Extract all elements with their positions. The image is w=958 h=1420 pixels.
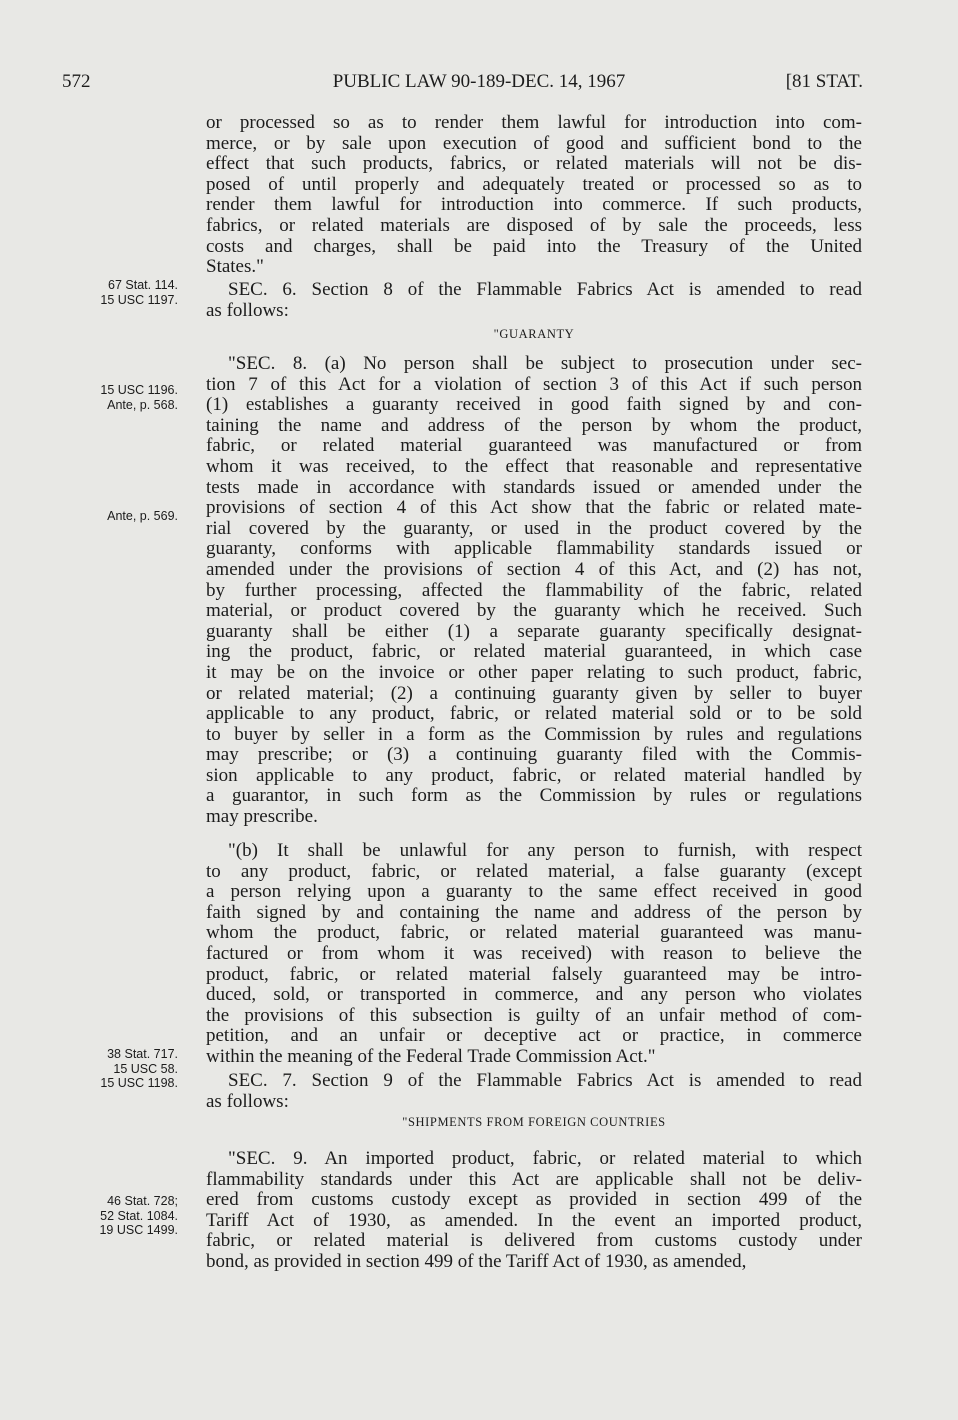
text-line: "(b) It shall be unlawful for any person to furnish, with respect	[228, 841, 862, 861]
section-caption-shipments: "SHIPMENTS FROM FOREIGN COUNTRIES	[402, 1115, 666, 1129]
text-line: or related material; (2) a continuing guaranty given by seller to buyer	[206, 683, 862, 704]
text-line: fabrics, or related materials are disposed of by sale the proceeds, less	[206, 215, 862, 236]
margin-note-line: Ante, p. 569.	[107, 509, 178, 523]
text-line: or processed so as to render them lawful for introduction into com-	[206, 113, 862, 133]
text-line: material, or product covered by the guaranty which he received. Such	[206, 601, 862, 622]
margin-note-line: 15 USC 1196.	[100, 383, 178, 397]
paragraph-sec-9	[206, 1149, 862, 1273]
text-line: posed of until properly and adequately treated or processed so as to	[206, 174, 862, 195]
text-line: tests made in accordance with standards issued or amended under the	[206, 477, 862, 498]
text-line: merce, or by sale upon execution of good and sufficient bond to the	[206, 133, 862, 154]
text-line: States."	[206, 257, 264, 278]
paragraph-continuation	[206, 113, 862, 278]
text-line: by further processing, affected the flammability of the fabric, related	[206, 580, 862, 601]
text-line: fabric, or related material is delivered from customs custody under	[206, 1231, 862, 1252]
text-line: it may be on the invoice or other paper relating to such product, fabric,	[206, 662, 862, 683]
text-line: bond, as provided in section 499 of the Tariff Act of 1930, as amended,	[206, 1251, 747, 1272]
margin-note-38-stat-717	[100, 1047, 178, 1091]
margin-note-ante-p-569	[107, 509, 178, 524]
text-line: a person relying upon a guaranty to the same effect received in good	[206, 882, 862, 903]
text-line: whom it was received, to the effect that reasonable and representative	[206, 456, 862, 477]
page-header	[0, 71, 958, 95]
text-line: guaranty shall be either (1) a separate guaranty specifically designat-	[206, 621, 862, 642]
margin-note-line: 15 USC 1197.	[100, 292, 178, 307]
text-line: SEC. 6. Section 8 of the Flammable Fabrics Act is amended to read	[228, 280, 862, 300]
text-line: sion applicable to any product, fabric, or related material handled by	[206, 765, 862, 786]
text-line: applicable to any product, fabric, or related material sold or to be sold	[206, 704, 862, 725]
text-line: flammability standards under this Act are applicable shall not be deliv-	[206, 1169, 862, 1190]
text-line: render them lawful for introduction into commerce. If such products,	[206, 195, 862, 216]
volume-reference: [81 STAT.	[785, 71, 863, 92]
paragraph-sec-7	[206, 1071, 862, 1112]
text-line: fabric, or related material guaranteed was manufactured or from	[206, 436, 862, 457]
text-line: (1) establishes a guaranty received in good faith signed by and con-	[206, 395, 862, 416]
text-line: the provisions of this subsection is guilty of an unfair method of com-	[206, 1005, 862, 1026]
text-line: may prescribe.	[206, 807, 318, 828]
margin-note-15-usc-1196	[100, 383, 178, 412]
text-line: Tariff Act of 1930, as amended. In the event an imported product,	[206, 1210, 862, 1231]
paragraph-sec-6	[206, 280, 862, 321]
text-line: costs and charges, shall be paid into the Treasury of the United	[206, 236, 862, 257]
text-line: as follows:	[206, 1091, 289, 1112]
text-line: amended under the provisions of section 4 of this Act, and (2) has not,	[206, 559, 862, 580]
paragraph-sec-8-b	[206, 841, 862, 1068]
text-line: to buyer by seller in a form as the Commission by rules and regulations	[206, 724, 862, 745]
text-line: factured or from whom it was received) with reason to believe the	[206, 943, 862, 964]
text-line: effect that such products, fabrics, or related materials will not be dis-	[206, 154, 862, 175]
margin-note-line: 15 USC 1198.	[100, 1076, 178, 1090]
text-line: SEC. 7. Section 9 of the Flammable Fabrics Act is amended to read	[228, 1071, 862, 1091]
section-caption-guaranty: "GUARANTY	[493, 327, 575, 341]
text-line: faith signed by and containing the name and address of the person by	[206, 902, 862, 923]
page-number: 572	[62, 71, 91, 92]
margin-note-line: 19 USC 1499.	[99, 1223, 178, 1237]
text-line: a guarantor, in such form as the Commission by rules or regulations	[206, 786, 862, 807]
margin-note-line: Ante, p. 568.	[107, 397, 178, 412]
margin-note-line: 67 Stat. 114.	[108, 278, 178, 292]
text-line: guaranty, conforms with applicable flammability standards issued or	[206, 539, 862, 560]
margin-note-line: 52 Stat. 1084.	[100, 1208, 178, 1223]
text-line: "SEC. 9. An imported product, fabric, or related material to which	[228, 1149, 862, 1169]
paragraph-sec-8-a	[206, 354, 862, 828]
margin-note-line: 38 Stat. 717.	[107, 1047, 178, 1061]
text-line: ing the product, fabric, or related material guaranteed, in which case	[206, 642, 862, 663]
text-line: as follows:	[206, 300, 289, 321]
margin-note-line: 46 Stat. 728;	[107, 1194, 178, 1208]
text-line: rial covered by the guaranty, or used in the product covered by the	[206, 518, 862, 539]
margin-note-46-stat-728	[99, 1194, 178, 1238]
text-line: tion 7 of this Act for a violation of section 3 of this Act if such person	[206, 374, 862, 395]
margin-note-line: 15 USC 58.	[113, 1061, 178, 1076]
running-head: PUBLIC LAW 90-189-DEC. 14, 1967	[332, 71, 626, 92]
text-line: ered from customs custody except as provided in section 499 of the	[206, 1190, 862, 1211]
text-line: petition, and an unfair or deceptive act or practice, in commerce	[206, 1026, 862, 1047]
text-line: provisions of section 4 of this Act show that the fabric or related mate-	[206, 498, 862, 519]
text-line: duced, sold, or transported in commerce, and any person who violates	[206, 985, 862, 1006]
text-line: "SEC. 8. (a) No person shall be subject to prosecution under sec-	[228, 354, 862, 374]
text-line: whom the product, fabric, or related material guaranteed was manu-	[206, 923, 862, 944]
text-line: taining the name and address of the person by whom the product,	[206, 415, 862, 436]
text-line: may prescribe; or (3) a continuing guaranty filed with the Commis-	[206, 745, 862, 766]
text-line: within the meaning of the Federal Trade Commission Act."	[206, 1046, 656, 1067]
text-line: product, fabric, or related material falsely guaranteed may be intro-	[206, 964, 862, 985]
text-line: to any product, fabric, or related material, a false guaranty (except	[206, 861, 862, 882]
margin-note-67-stat-114	[100, 278, 178, 307]
